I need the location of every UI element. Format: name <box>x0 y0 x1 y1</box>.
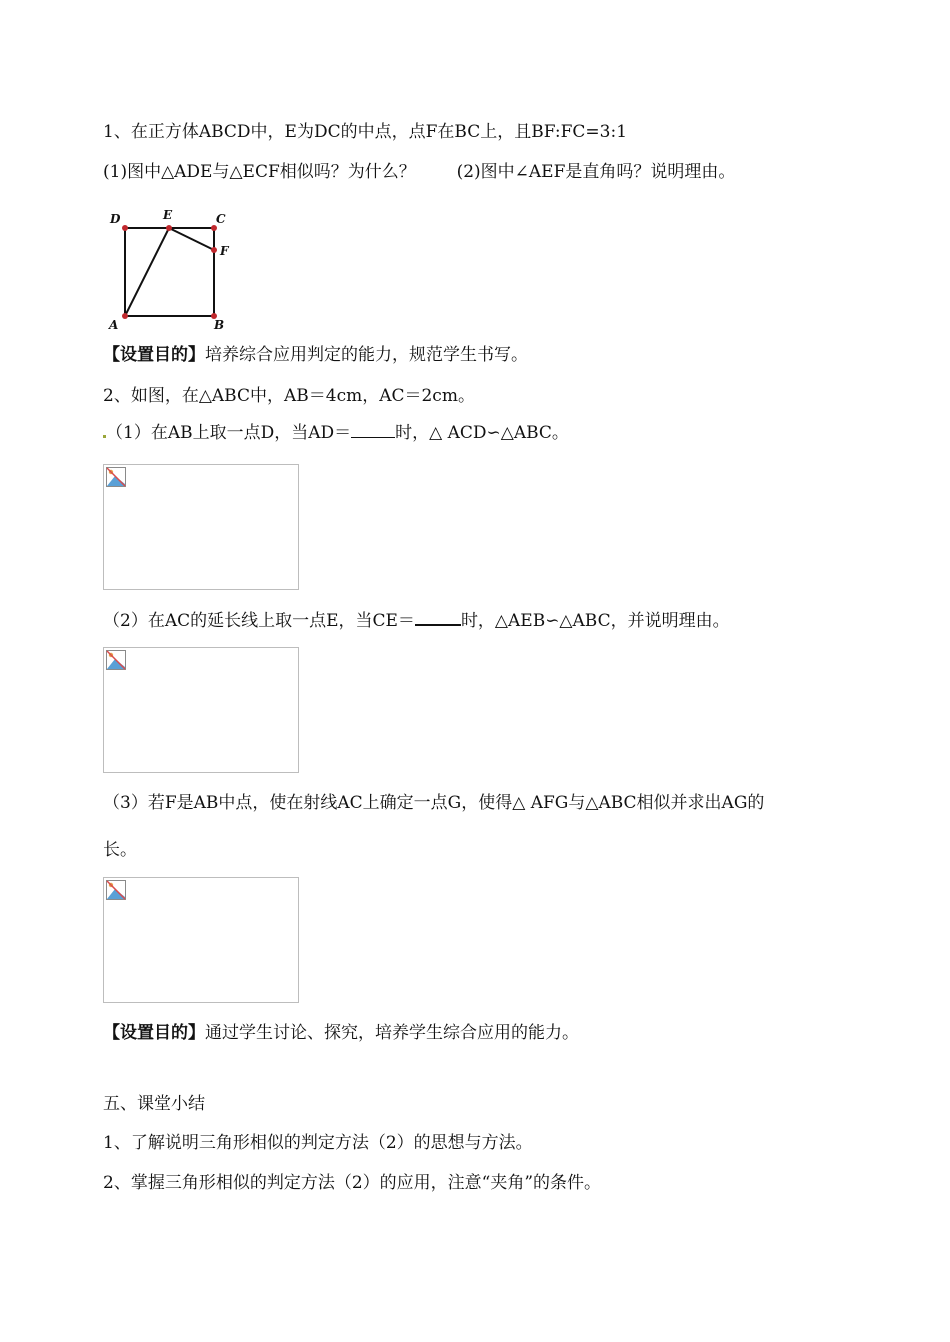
problem2-q2-before: （2）在AC的延长线上取一点E，当CE＝ <box>103 611 415 631</box>
problem2-q1 <box>106 421 569 445</box>
purpose2-bracket: 【设置目的】 <box>103 1023 205 1043</box>
point-d <box>122 225 128 231</box>
broken-image-icon <box>106 467 126 487</box>
summary-heading: 五、课堂小结 <box>103 1094 205 1114</box>
point-a <box>122 313 128 319</box>
problem2-q3-line2: 长。 <box>103 840 137 860</box>
problem2-q1-after: 时，△ ACD∽△ABC。 <box>395 423 569 443</box>
label-f: F <box>220 244 229 258</box>
problem2-q2-after: 时，△AEB∽△ABC，并说明理由。 <box>460 611 730 631</box>
purpose2-text: 通过学生讨论、探究，培养学生综合应用的能力。 <box>205 1023 579 1043</box>
label-a: A <box>109 318 119 332</box>
purpose1-bracket: 【设置目的】 <box>103 345 205 365</box>
label-b: B <box>214 318 225 332</box>
problem2-statement: 2、如图，在△ABC中，AB＝4cm，AC＝2cm。 <box>103 386 475 406</box>
purpose2 <box>103 1021 579 1045</box>
segment-ae <box>125 228 169 316</box>
problem2-q3-line1: （3）若F是AB中点，使在射线AC上确定一点G，使得△ AFG与△ABC相似并求出AG的 <box>103 793 765 813</box>
summary-item-1: 1、了解说明三角形相似的判定方法（2）的思想与方法。 <box>103 1133 533 1153</box>
segment-ef <box>169 228 214 250</box>
point-f <box>211 247 217 253</box>
point-e <box>166 225 172 231</box>
summary-item-2: 2、掌握三角形相似的判定方法（2）的应用，注意“夹角”的条件。 <box>103 1173 602 1193</box>
problem2-q1-before: （1）在AB上取一点D，当AD＝ <box>106 423 352 443</box>
square-abcd <box>125 228 214 316</box>
purpose1 <box>103 343 528 367</box>
problem1-q1: (1)图中△ADE与△ECF相似吗？为什么？ <box>103 162 416 182</box>
purpose1-text: 培养综合应用判定的能力，规范学生书写。 <box>205 345 528 365</box>
figure-placeholder-3 <box>103 877 299 1003</box>
answer-blank-ce <box>415 608 461 626</box>
figure-placeholder-2 <box>103 647 299 773</box>
problem1-statement: 1、在正方体ABCD中，E为DC的中点，点F在BC上，且BF:FC=3:1 <box>103 122 628 142</box>
label-d: D <box>110 212 121 226</box>
label-c: C <box>216 212 226 226</box>
square-figure <box>103 205 243 335</box>
label-e: E <box>163 208 173 222</box>
broken-image-icon <box>106 880 126 900</box>
figure-placeholder-1 <box>103 464 299 590</box>
problem1-q2: (2)图中∠AEF是直角吗？说明理由。 <box>456 162 736 182</box>
problem1-questions <box>103 160 735 184</box>
problem2-q2 <box>103 608 730 633</box>
broken-image-icon <box>106 650 126 670</box>
answer-blank-ad <box>351 421 395 438</box>
